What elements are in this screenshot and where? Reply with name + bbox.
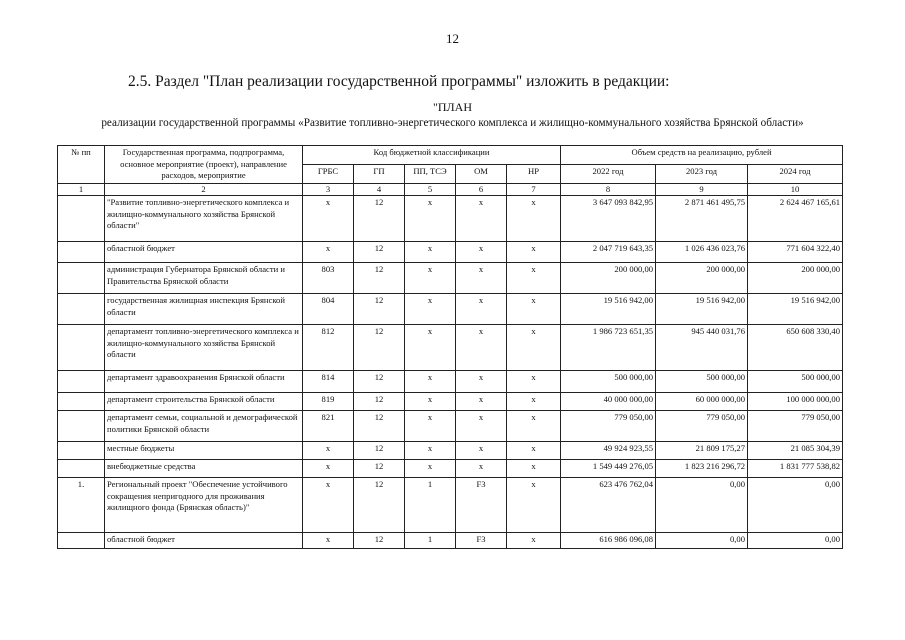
row-gp: 12 (354, 325, 405, 371)
table-row (58, 460, 843, 478)
row-name: департамент здравоохранения Брянской области (105, 371, 303, 393)
table-row (58, 442, 843, 460)
table-row (58, 294, 843, 325)
row-name: департамент топливно-энергетического комплекса и жилищно-коммунального хозяйства Брянской области (105, 325, 303, 371)
row-2022: 49 924 923,55 (561, 442, 656, 460)
row-number (58, 242, 105, 263)
row-nr: х (507, 371, 561, 393)
row-nr: х (507, 263, 561, 294)
row-pp: х (405, 294, 456, 325)
column-number: 4 (354, 183, 405, 196)
row-name: внебюджетные средства (105, 460, 303, 478)
row-pp: 1 (405, 478, 456, 533)
row-2023: 2 871 461 495,75 (656, 196, 748, 242)
row-grbs: х (303, 460, 354, 478)
row-gp: 12 (354, 263, 405, 294)
column-number: 5 (405, 183, 456, 196)
row-grbs: х (303, 442, 354, 460)
header-program: Государственная программа, подпрограмма, основное мероприятие (проект), направление расходов, мероприятие (105, 146, 303, 184)
header-funding: Объем средств на реализацию, рублей (561, 146, 843, 165)
row-2023: 500 000,00 (656, 371, 748, 393)
row-2024: 0,00 (748, 478, 843, 533)
row-name: департамент семьи, социальной и демографической политики Брянской области (105, 411, 303, 442)
table-row (58, 393, 843, 411)
row-nr: х (507, 460, 561, 478)
row-name: департамент строительства Брянской области (105, 393, 303, 411)
row-2023: 1 026 436 023,76 (656, 242, 748, 263)
row-2022: 40 000 000,00 (561, 393, 656, 411)
header-grbs: ГРБС (303, 164, 354, 183)
row-gp: 12 (354, 371, 405, 393)
table-row (58, 371, 843, 393)
row-om: х (456, 294, 507, 325)
row-number (58, 325, 105, 371)
row-om: х (456, 411, 507, 442)
row-gp: 12 (354, 478, 405, 533)
row-2024: 200 000,00 (748, 263, 843, 294)
row-nr: х (507, 294, 561, 325)
row-om: х (456, 242, 507, 263)
row-om: х (456, 325, 507, 371)
row-2022: 1 549 449 276,05 (561, 460, 656, 478)
header-2022: 2022 год (561, 164, 656, 183)
row-2022: 779 050,00 (561, 411, 656, 442)
row-2023: 0,00 (656, 478, 748, 533)
row-gp: 12 (354, 533, 405, 549)
row-number (58, 371, 105, 393)
table-row (58, 325, 843, 371)
row-om: F3 (456, 533, 507, 549)
plan-table (57, 145, 843, 549)
header-pptsse: ПП, ТСЭ (405, 164, 456, 183)
row-om: х (456, 460, 507, 478)
row-om: F3 (456, 478, 507, 533)
plan-table-body (58, 196, 843, 549)
row-om: х (456, 371, 507, 393)
row-2022: 3 647 093 842,95 (561, 196, 656, 242)
row-2024: 500 000,00 (748, 371, 843, 393)
header-budget-code: Код бюджетной классификации (303, 146, 561, 165)
row-2023: 200 000,00 (656, 263, 748, 294)
row-2023: 21 809 175,27 (656, 442, 748, 460)
row-name: местные бюджеты (105, 442, 303, 460)
column-number: 8 (561, 183, 656, 196)
row-2023: 779 050,00 (656, 411, 748, 442)
row-nr: х (507, 196, 561, 242)
row-nr: х (507, 478, 561, 533)
row-2024: 2 624 467 165,61 (748, 196, 843, 242)
row-name: "Развитие топливно-энергетического комплекса и жилищно-коммунального хозяйства Брянской области" (105, 196, 303, 242)
table-row (58, 411, 843, 442)
header-2024: 2024 год (748, 164, 843, 183)
row-2024: 779 050,00 (748, 411, 843, 442)
row-pp: х (405, 196, 456, 242)
row-om: х (456, 196, 507, 242)
column-number: 1 (58, 183, 105, 196)
header-nr: НР (507, 164, 561, 183)
row-2022: 1 986 723 651,35 (561, 325, 656, 371)
row-name: государственная жилищная инспекция Брянской области (105, 294, 303, 325)
row-pp: х (405, 411, 456, 442)
row-number (58, 263, 105, 294)
header-2023: 2023 год (656, 164, 748, 183)
row-grbs: х (303, 242, 354, 263)
row-2023: 0,00 (656, 533, 748, 549)
row-number (58, 442, 105, 460)
row-2024: 19 516 942,00 (748, 294, 843, 325)
row-number (58, 294, 105, 325)
row-nr: х (507, 533, 561, 549)
row-grbs: х (303, 196, 354, 242)
row-nr: х (507, 411, 561, 442)
row-pp: 1 (405, 533, 456, 549)
row-grbs: х (303, 533, 354, 549)
row-2022: 2 047 719 643,35 (561, 242, 656, 263)
row-name: Региональный проект "Обеспечение устойчивого сокращения непригодного для проживания жилищного фонда (Брянская область)" (105, 478, 303, 533)
row-om: х (456, 442, 507, 460)
row-grbs: 814 (303, 371, 354, 393)
table-row (58, 263, 843, 294)
table-row (58, 533, 843, 549)
header-om: ОМ (456, 164, 507, 183)
row-gp: 12 (354, 442, 405, 460)
row-pp: х (405, 442, 456, 460)
row-2024: 0,00 (748, 533, 843, 549)
row-number (58, 533, 105, 549)
row-2023: 60 000 000,00 (656, 393, 748, 411)
row-2024: 771 604 322,40 (748, 242, 843, 263)
row-grbs: 804 (303, 294, 354, 325)
row-gp: 12 (354, 393, 405, 411)
row-pp: х (405, 460, 456, 478)
column-number: 7 (507, 183, 561, 196)
row-om: х (456, 393, 507, 411)
table-row (58, 478, 843, 533)
column-number: 10 (748, 183, 843, 196)
row-pp: х (405, 371, 456, 393)
row-2022: 500 000,00 (561, 371, 656, 393)
table-row (58, 196, 843, 242)
header-gp: ГП (354, 164, 405, 183)
row-2022: 19 516 942,00 (561, 294, 656, 325)
row-gp: 12 (354, 242, 405, 263)
row-grbs: 819 (303, 393, 354, 411)
row-name: администрация Губернатора Брянской области и Правительства Брянской области (105, 263, 303, 294)
header-no: № пп (58, 146, 105, 184)
row-number: 1. (58, 478, 105, 533)
row-pp: х (405, 263, 456, 294)
page-number: 12 (446, 31, 459, 46)
row-name: областной бюджет (105, 533, 303, 549)
row-nr: х (507, 442, 561, 460)
row-2023: 945 440 031,76 (656, 325, 748, 371)
row-gp: 12 (354, 294, 405, 325)
row-number (58, 196, 105, 242)
row-pp: х (405, 393, 456, 411)
row-nr: х (507, 393, 561, 411)
row-om: х (456, 263, 507, 294)
table-row (58, 242, 843, 263)
row-2024: 21 085 304,39 (748, 442, 843, 460)
column-number: 3 (303, 183, 354, 196)
row-2024: 650 608 330,40 (748, 325, 843, 371)
plan-subtitle: реализации государственной программы «Развитие топливно-энергетического комплекса и жилищно-коммунального хозяйства Брянской области» (101, 117, 804, 129)
row-number (58, 393, 105, 411)
row-grbs: 821 (303, 411, 354, 442)
row-number (58, 460, 105, 478)
column-numbers-row (58, 183, 843, 196)
row-gp: 12 (354, 460, 405, 478)
row-2023: 1 823 216 296,72 (656, 460, 748, 478)
row-nr: х (507, 325, 561, 371)
row-nr: х (507, 242, 561, 263)
row-gp: 12 (354, 196, 405, 242)
row-2024: 100 000 000,00 (748, 393, 843, 411)
row-grbs: 803 (303, 263, 354, 294)
row-2022: 623 476 762,04 (561, 478, 656, 533)
row-2022: 616 986 096,08 (561, 533, 656, 549)
row-grbs: 812 (303, 325, 354, 371)
row-pp: х (405, 325, 456, 371)
row-2024: 1 831 777 538,82 (748, 460, 843, 478)
column-number: 6 (456, 183, 507, 196)
row-pp: х (405, 242, 456, 263)
row-grbs: х (303, 478, 354, 533)
row-2023: 19 516 942,00 (656, 294, 748, 325)
column-number: 2 (105, 183, 303, 196)
row-2022: 200 000,00 (561, 263, 656, 294)
column-number: 9 (656, 183, 748, 196)
plan-title: "ПЛАН (432, 100, 473, 114)
row-number (58, 411, 105, 442)
row-name: областной бюджет (105, 242, 303, 263)
section-heading: 2.5. Раздел "План реализации государственной программы" изложить в редакции: (128, 73, 670, 90)
row-gp: 12 (354, 411, 405, 442)
